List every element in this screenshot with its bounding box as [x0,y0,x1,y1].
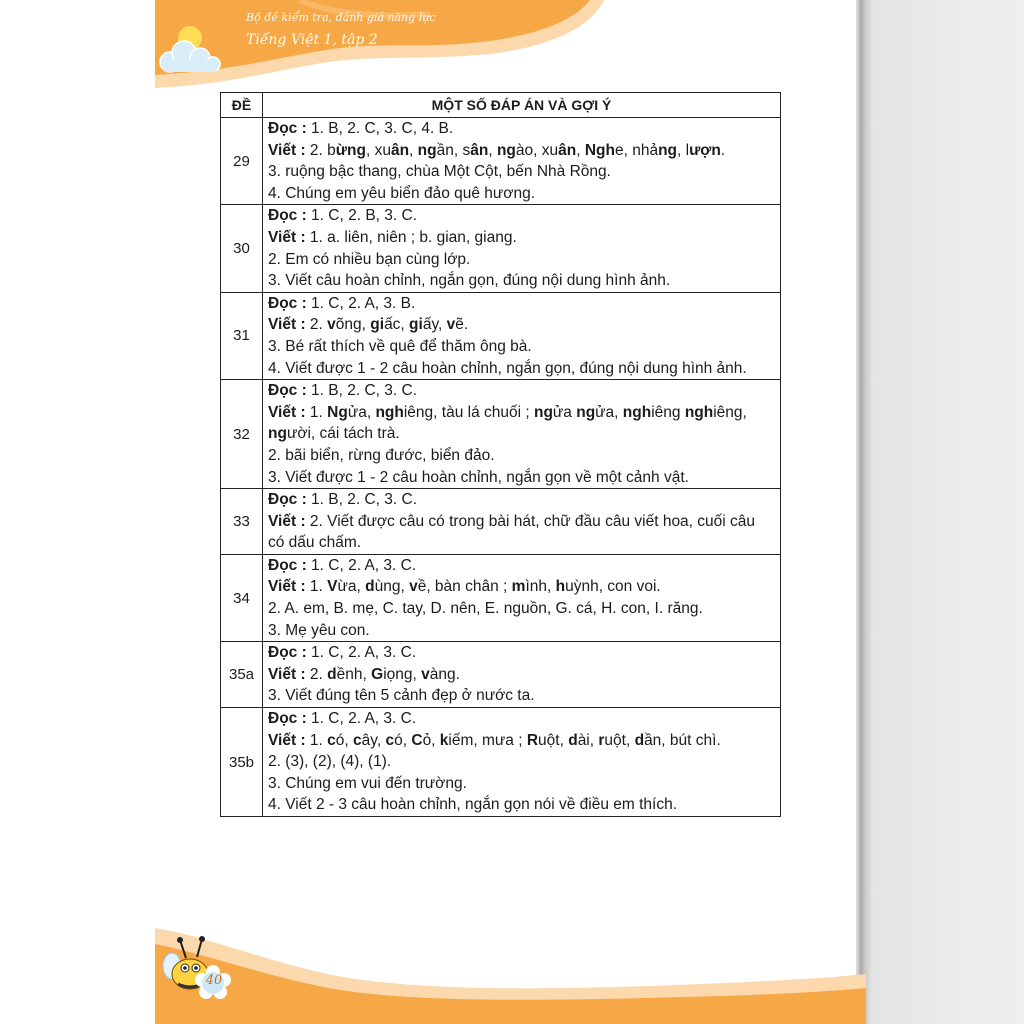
answer-text: ề, bàn chân ; [417,578,512,596]
answer-line [268,489,776,511]
answer-text-bold: d [327,665,337,683]
answer-line [268,511,776,533]
answer-text: 3. Chúng em vui đến trường. [268,774,467,792]
answer-text: ài, [577,731,599,749]
answer-text-bold: k [439,731,449,749]
answer-text-bold: Đọc : [268,644,307,662]
answer-line [268,708,776,730]
answer-text: uột, [538,731,569,749]
exam-number: 29 [221,118,263,205]
table-row [221,708,781,817]
answer-line [268,555,776,577]
answer-text: 4. Viết được 1 - 2 câu hoàn chỉnh, ngắn gọn, đúng nội dung hình ảnh. [268,359,747,377]
answer-text-bold: C [411,731,423,749]
answer-cell [263,642,781,708]
answer-table-body [221,118,781,817]
answer-text-bold: ân [390,141,410,159]
answer-line [268,445,776,467]
answer-text-bold: gi [370,316,385,334]
answer-text: 1. C, 2. A, 3. C. [306,644,417,662]
answer-text-bold: ngh [622,403,652,421]
answer-text-bold: G [371,665,384,683]
book-title: Tiếng Việt 1, tập 2 [246,32,378,48]
answer-text: 1. B, 2. C, 3. C. [306,491,418,509]
answer-line [268,751,776,773]
answer-text: 1. C, 2. A, 3. B. [306,294,416,312]
answer-text-bold: R [526,731,539,749]
table-row [221,292,781,379]
answer-text-bold: ừng [335,141,366,159]
answer-text-bold: m [511,578,526,596]
answer-text: ó, [394,731,412,749]
table-row [221,205,781,292]
answer-text: 2. Viết được câu có trong bài hát, chữ đầu câu viết hoa, cuối câu [305,512,756,530]
footer-banner [0,900,880,1024]
exam-number: 35b [221,708,263,817]
answer-text: , [576,141,585,159]
answer-line [268,423,776,445]
answer-line [268,576,776,598]
answer-text-bold: ng [658,141,678,159]
answer-text-bold: Đọc : [268,294,307,312]
answer-text: . [720,141,726,159]
answer-text: , xu [365,141,391,159]
answer-text-bold: Viết : [268,512,306,530]
answer-text-bold: v [327,316,336,334]
answer-text: ấc, [384,316,410,334]
answer-text: uỳnh, con voi. [565,578,661,596]
answer-line [268,685,776,707]
answer-line [268,773,776,795]
answer-text: iêng, [713,403,747,421]
answer-table [220,92,781,817]
answer-line [268,532,776,554]
answer-text-bold: Đọc : [268,207,307,225]
answer-line [268,249,776,271]
answer-cell [263,118,781,205]
answer-text-bold: c [353,731,362,749]
answer-text-bold: Viết : [268,731,306,749]
answer-text-bold: gi [409,316,423,334]
answer-text: 3. Viết được 1 - 2 câu hoàn chỉnh, ngắn gọn về một cảnh vật. [268,468,689,486]
answer-text: iêng [651,403,685,421]
answer-text-bold: Đọc : [268,120,307,137]
answer-text: 3. Viết câu hoàn chỉnh, ngắn gọn, đúng nội dung hình ảnh. [268,272,671,290]
answer-text-bold: Viết : [268,141,306,159]
answer-text: 4. Viết 2 - 3 câu hoàn chỉnh, ngắn gọn nói về điều em thích. [268,796,678,814]
answer-text: 1. B, 2. C, 3. C. [306,382,418,400]
answer-text-bold: c [385,731,395,749]
answer-line [268,336,776,358]
answer-text: e, nhả [614,141,659,159]
answer-text-bold: h [555,578,566,596]
answer-cell [263,292,781,379]
answer-text: àng. [429,665,460,683]
answer-line [268,467,776,489]
answer-text-bold: d [365,578,375,596]
answer-text: 1. C, 2. A, 3. C. [306,556,417,574]
answer-text: 1. [305,731,328,749]
answer-text-bold: ng [576,403,596,421]
answer-text-bold: ân [558,141,577,159]
answer-text-bold: ng [496,141,516,159]
answer-text: ào, xu [515,141,559,159]
table-row [221,118,781,205]
answer-text: uột, [604,731,635,749]
answer-text-bold: Đọc : [268,556,307,574]
answer-line [268,598,776,620]
answer-line [268,314,776,336]
answer-text: , [409,141,418,159]
answer-text-bold: d [634,731,645,749]
answer-text: ềnh, [336,665,372,683]
answer-line [268,380,776,402]
series-title: Bộ đề kiểm tra, đánh giá năng lực [246,11,436,24]
answer-text: 2. [305,665,328,683]
answer-text-bold: Viết : [268,316,306,334]
answer-text-bold: r [598,731,605,749]
answer-text-bold: ngh [375,403,404,421]
column-header-answers: MỘT SỐ ĐÁP ÁN VÀ GỢI Ý [263,93,781,118]
answer-text-bold: Ngh [584,141,615,159]
exam-number: 30 [221,205,263,292]
answer-text: iọng, [383,665,422,683]
answer-text-bold: Viết : [268,403,306,421]
answer-line [268,402,776,424]
answer-line [268,161,776,183]
answer-text-bold: Ng [327,403,348,421]
answer-line [268,140,776,162]
answer-text: 2. A. em, B. mẹ, C. tay, D. nên, E. nguồn, G. cá, H. con, I. răng. [268,600,703,618]
answer-text-bold: ng [268,425,287,443]
page-number: 40 [205,973,223,988]
answer-text: 3. ruộng bậc thang, chùa Một Cột, bến Nhà Rồng. [268,163,611,181]
answer-cell [263,708,781,817]
table-header-row [221,93,781,118]
table-row [221,380,781,489]
answer-text: ừa, [337,578,366,596]
answer-text: ần, bút chì. [644,731,721,749]
answer-line [268,642,776,664]
answer-text-bold: v [421,665,430,683]
answer-text: ửa, [347,403,376,421]
answer-text: õng, [335,316,371,334]
answer-text: 2. [305,316,328,334]
table-row [221,554,781,641]
answer-cell [263,205,781,292]
answer-line [268,620,776,642]
answer-text-bold: v [446,316,456,334]
exam-number: 35a [221,642,263,708]
answer-text: 1. C, 2. B, 3. C. [306,207,418,225]
answer-text: 1. B, 2. C, 3. C, 4. B. [306,120,454,137]
answer-text-bold: Viết : [268,228,306,246]
answer-line [268,730,776,752]
answer-text-bold: Đọc : [268,382,307,400]
answer-line [268,205,776,227]
exam-number: 32 [221,380,263,489]
answer-cell [263,380,781,489]
answer-text-bold: Viết : [268,578,306,596]
answer-text: 1. [305,403,328,421]
answer-text-bold: V [327,578,338,596]
page-edge-shadow [856,0,1024,1024]
answer-text-bold: ng [533,403,553,421]
answer-text: ó, [335,731,354,749]
answer-text: ửa, [595,403,623,421]
column-header-exam: ĐỀ [221,93,263,118]
answer-text-bold: ượn [689,141,721,159]
answer-line [268,270,776,292]
answer-line [268,358,776,380]
answer-text: 3. Viết đúng tên 5 cảnh đẹp ở nước ta. [268,687,535,705]
answer-text: ỏ, [422,731,440,749]
answer-text: 2. (3), (2), (4), (1). [268,753,392,771]
answer-text: 4. Chúng em yêu biển đảo quê hương. [268,184,536,202]
answer-text: iếm, mưa ; [448,731,527,749]
answer-text: ây, [361,731,386,749]
answer-text: 1. C, 2. A, 3. C. [306,710,417,728]
answer-line [268,664,776,686]
answer-text: ửa [552,403,577,421]
answer-text: 3. Bé rất thích về quê để thăm ông bà. [268,337,532,355]
answer-text: iêng, tàu lá chuối ; [403,403,534,421]
answer-text-bold: v [409,578,418,596]
answer-text-bold: Đọc : [268,491,307,509]
answer-text: 2. b [305,141,336,159]
answer-text-bold: d [568,731,578,749]
answer-text-bold: c [327,731,336,749]
answer-text-bold: ngh [684,403,714,421]
answer-text: 3. Mẹ yêu con. [268,621,370,639]
answer-text: 1. a. liên, niên ; b. gian, giang. [305,228,517,246]
table-row [221,489,781,555]
answer-line [268,183,776,205]
answer-line [268,794,776,816]
exam-number: 34 [221,554,263,641]
answer-text: 2. Em có nhiều bạn cùng lớp. [268,250,471,268]
answer-text: 2. bãi biển, rừng đước, biển đảo. [268,446,495,464]
answer-line [268,118,776,140]
answer-text: 1. [305,578,328,596]
answer-text: có dấu chấm. [268,534,362,552]
answer-text: ình, [525,578,556,596]
answer-cell [263,554,781,641]
answer-line [268,227,776,249]
answer-text-bold: ân [470,141,489,159]
exam-number: 31 [221,292,263,379]
answer-text: ấy, [422,316,447,334]
table-row [221,642,781,708]
answer-cell [263,489,781,555]
answer-text: , l [677,141,690,159]
answer-text-bold: Đọc : [268,710,307,728]
answer-text: ẽ. [455,316,469,334]
answer-text-bold: Viết : [268,665,306,683]
exam-number: 33 [221,489,263,555]
answer-text: ười, cái tách trà. [286,425,400,443]
answer-text: ùng, [374,578,410,596]
answer-text: , [488,141,497,159]
answer-text-bold: ng [417,141,437,159]
answer-line [268,293,776,315]
answer-text: ần, s [436,141,471,159]
